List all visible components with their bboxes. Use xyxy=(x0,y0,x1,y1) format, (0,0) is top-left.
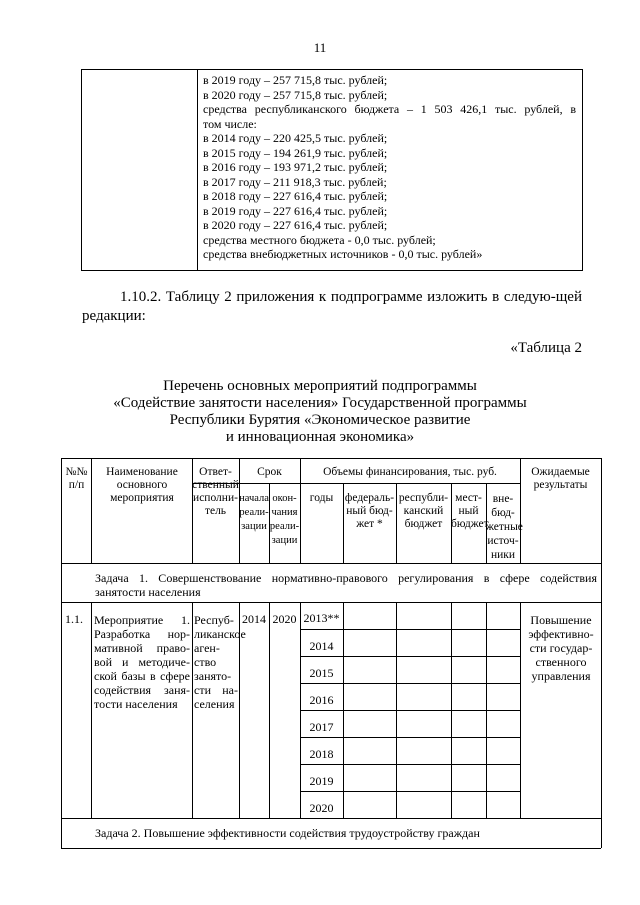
header-local: мест-ный бюджет xyxy=(451,492,489,530)
funding-line: средства республиканского бюджета – 1 503 426,1 тыс. рублей, в xyxy=(203,102,576,116)
year-cell: 2018 xyxy=(309,747,334,761)
header-num: №№ п/п xyxy=(65,466,88,491)
header-name: Наименование основного мероприятия xyxy=(106,466,178,504)
title-line: и инновационная экономика» xyxy=(225,429,415,445)
year-cell: 2020 xyxy=(309,801,334,815)
table-title xyxy=(0,378,640,446)
year-cell: 2013** xyxy=(303,611,340,625)
funding-lines xyxy=(203,73,576,262)
row-responsible: Респуб-ликанское аген-ство занято-сти на-селения xyxy=(194,613,246,711)
header-results: Ожидаемые результаты xyxy=(531,466,590,491)
task-2: Задача 2. Повышение эффективности содействия трудоустройству граждан xyxy=(95,826,480,840)
year-cell: 2014 xyxy=(309,639,334,653)
activities-table xyxy=(61,458,601,848)
header-responsible: Ответ-ственный исполни-тель xyxy=(192,466,239,517)
row-activity-name: Мероприятие 1. Разработка нор-мативной право-вой и методиче-ской базы в сфере содействия заня-тости населения xyxy=(94,613,190,711)
row-start-year: 2014 xyxy=(242,612,266,626)
funding-line: в 2020 году – 227 616,4 тыс. рублей; xyxy=(203,218,388,232)
row-num: 1.1. xyxy=(65,612,83,626)
year-cell: 2019 xyxy=(309,774,334,788)
funding-line: средства местного бюджета - 0,0 тыс. рублей; xyxy=(203,232,436,247)
funding-line: в 2019 году – 227 616,4 тыс. рублей; xyxy=(203,203,388,218)
title-line: Перечень основных мероприятий подпрограммы xyxy=(163,378,477,394)
table-label: «Таблица 2 xyxy=(510,340,582,356)
page-number: 11 xyxy=(313,40,327,55)
funding-line: в 2016 году – 193 971,2 тыс. рублей; xyxy=(203,160,388,174)
funding-line: в 2018 году – 227 616,4 тыс. рублей; xyxy=(203,189,388,203)
funding-continuation-table xyxy=(81,69,583,271)
header-term-end: окон-чания реали-зации xyxy=(269,493,300,546)
header-funding: Объемы финансирования, тыс. руб. xyxy=(323,466,497,478)
funding-line: том числе: xyxy=(203,116,257,131)
title-line: «Содействие занятости населения» Государственной программы xyxy=(113,395,527,411)
funding-line: в 2019 году – 257 715,8 тыс. рублей; xyxy=(203,73,388,87)
funding-line: средства внебюджетных источников - 0,0 тыс. рублей» xyxy=(203,247,483,261)
funding-line: в 2017 году – 211 918,3 тыс. рублей; xyxy=(203,174,387,189)
row-expected-result: Повышение эффективно-сти государ-ственного управления xyxy=(528,613,594,683)
year-cell: 2015 xyxy=(309,666,334,680)
funding-line: в 2014 году – 220 425,5 тыс. рублей; xyxy=(203,131,388,145)
table-divider xyxy=(197,70,198,270)
year-cell: 2016 xyxy=(309,693,334,707)
year-cell: 2017 xyxy=(309,720,334,734)
header-federal: федераль-ный бюд-жет * xyxy=(344,492,395,530)
task-1: Задача 1. Совершенствование нормативно-правового регулирования в сфере содействия занятости населения xyxy=(95,571,597,599)
header-republic: республи-канский бюджет xyxy=(398,492,449,530)
funding-line: в 2020 году – 257 715,8 тыс. рублей; xyxy=(203,87,388,102)
amendment-paragraph: 1.10.2. Таблицу 2 приложения к подпрограмме изложить в следую-щей редакции: xyxy=(82,289,582,324)
title-line: Республики Бурятия «Экономическое развитие xyxy=(169,412,471,428)
header-offbudget: вне-бюд-жетные источ-ники xyxy=(486,493,523,561)
row-end-year: 2020 xyxy=(272,612,297,626)
header-term: Срок xyxy=(257,466,282,478)
funding-line: в 2015 году – 194 261,9 тыс. рублей; xyxy=(203,145,388,160)
header-term-start: начала реали-зации xyxy=(239,493,269,532)
header-years: годы xyxy=(309,492,334,504)
